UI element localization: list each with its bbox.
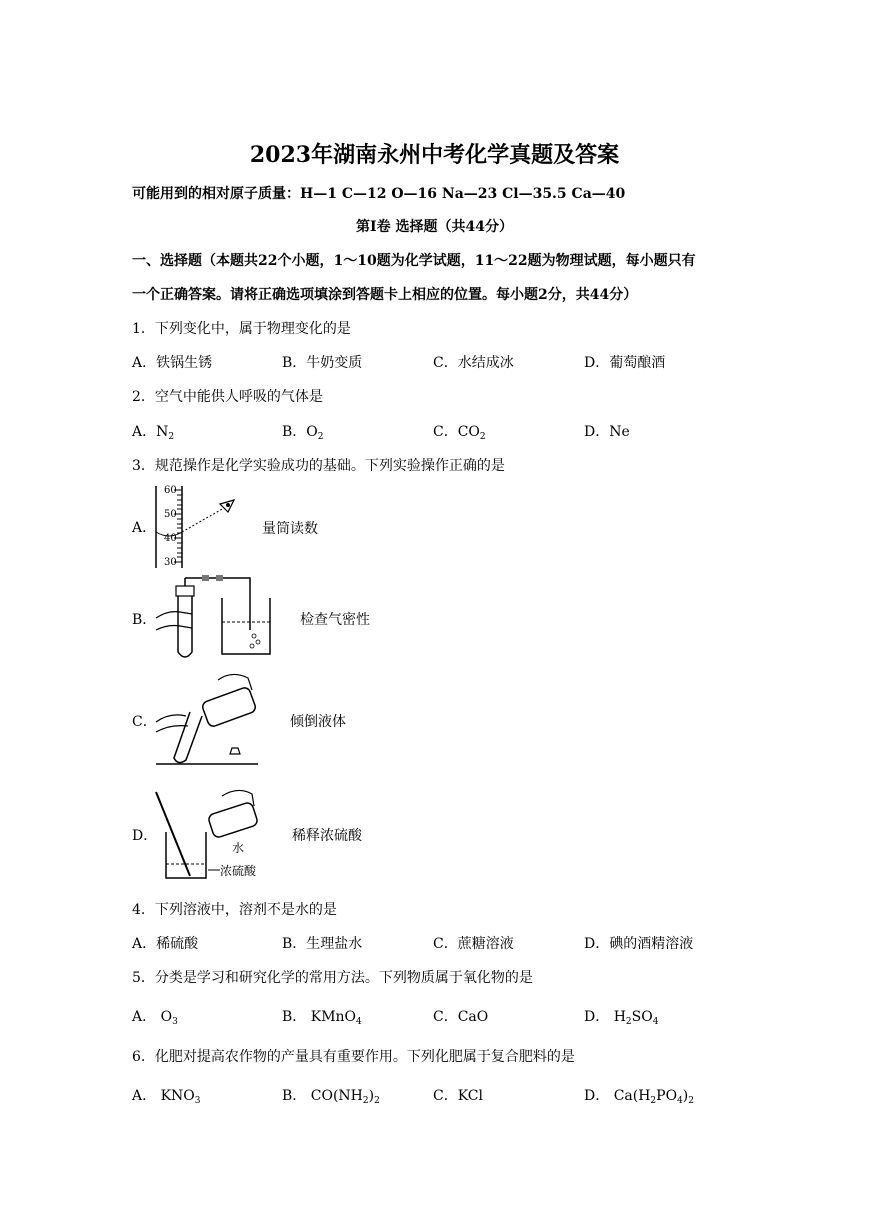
q4-option-b: B．生理盐水: [282, 936, 363, 952]
q2-option-a: A．$N_2$: [132, 424, 175, 442]
scale-label-40: 40: [164, 533, 177, 544]
question-2-stem: 2．空气中能供人呼吸的气体是: [132, 389, 323, 405]
page-title: 2023年湖南永州中考化学真题及答案: [249, 142, 620, 168]
atomic-mass-line: 可能用到的相对原子质量：H—1 C—12 O—16 Na—23 Cl—35.5 Ca—40: [132, 186, 626, 202]
question-1-stem: 1．下列变化中，属于物理变化的是: [132, 321, 351, 337]
water-label: 水: [232, 841, 245, 855]
q3-option-a-caption: 量筒读数: [262, 521, 318, 537]
q6-option-d: D． $Ca(H_2PO_4)_2$: [584, 1088, 694, 1106]
q3-option-a-letter: A．: [132, 520, 157, 536]
q2-option-c: C．$CO_2$: [433, 424, 486, 442]
question-5-stem: 5．分类是学习和研究化学的常用方法。下列物质属于氧化物的是: [132, 970, 533, 986]
q1-option-b: B．牛奶变质: [282, 355, 363, 371]
reagent-bottle: [201, 686, 257, 728]
q5-option-a: A． $O_3$: [132, 1009, 178, 1027]
q6-option-c: C．KCl: [433, 1088, 483, 1104]
q6-option-a: A． $KNO_3$: [132, 1088, 201, 1106]
glass-rod: [156, 792, 190, 876]
pouring-liquid-figure: [152, 668, 262, 768]
q4-option-a: A．稀硫酸: [132, 936, 199, 952]
question-4-stem: 4．下列溶液中，溶剂不是水的是: [132, 902, 337, 918]
q3-option-c-caption: 倾倒液体: [290, 714, 346, 730]
q4-option-d: D．碘的酒精溶液: [584, 936, 694, 952]
scale-label-30: 30: [164, 557, 177, 568]
reagent-bottle: [207, 801, 258, 838]
q5-option-c: C．CaO: [433, 1009, 489, 1025]
q3-option-b-caption: 检查气密性: [300, 612, 370, 628]
question-3-stem: 3．规范操作是化学实验成功的基础。下列实验操作正确的是: [132, 458, 505, 474]
q2-option-d: D．Ne: [584, 424, 630, 440]
q5-option-b: B． KMnO$_4$: [282, 1009, 362, 1027]
q3-option-c-letter: C．: [132, 714, 157, 730]
q1-option-a: A．铁锅生锈: [132, 355, 213, 371]
scale-label-50: 50: [164, 509, 177, 520]
q3-option-d-caption: 稀释浓硫酸: [292, 828, 362, 844]
concentrated-acid-label: 浓硫酸: [220, 864, 257, 878]
q6-option-b: B． $CO(NH_2)_2$: [282, 1088, 380, 1106]
volume-title: 第Ⅰ卷 选择题（共44分）: [356, 219, 513, 235]
q3-option-d-letter: D．: [132, 828, 158, 844]
hand-icon: [156, 612, 192, 630]
diluting-sulfuric-acid-figure: [152, 786, 282, 882]
q4-option-c: C．蔗糖溶液: [433, 936, 514, 952]
q1-option-c: C．水结成冰: [433, 355, 514, 371]
q1-option-d: D．葡萄酿酒: [584, 355, 666, 371]
section-heading-line1: 一、选择题（本题共22个小题，1～10题为化学试题，11～22题为物理试题，每小题只有: [132, 253, 696, 269]
scale-label-60: 60: [164, 485, 177, 496]
q5-option-d: D． $H_2SO_4$: [584, 1009, 659, 1027]
question-6-stem: 6．化肥对提高农作物的产量具有重要作用。下列化肥属于复合肥料的是: [132, 1049, 575, 1065]
q2-option-b: B．$O_2$: [282, 424, 324, 442]
graduated-cylinder-reading-figure: [148, 482, 243, 572]
section-heading-line2: 一个正确答案。请将正确选项填涂到答题卡上相应的位置。每小题2分，共44分）: [132, 287, 638, 303]
q3-option-b-letter: B．: [132, 612, 157, 628]
bottle-stopper: [230, 748, 240, 754]
airtightness-check-figure: [150, 570, 275, 662]
